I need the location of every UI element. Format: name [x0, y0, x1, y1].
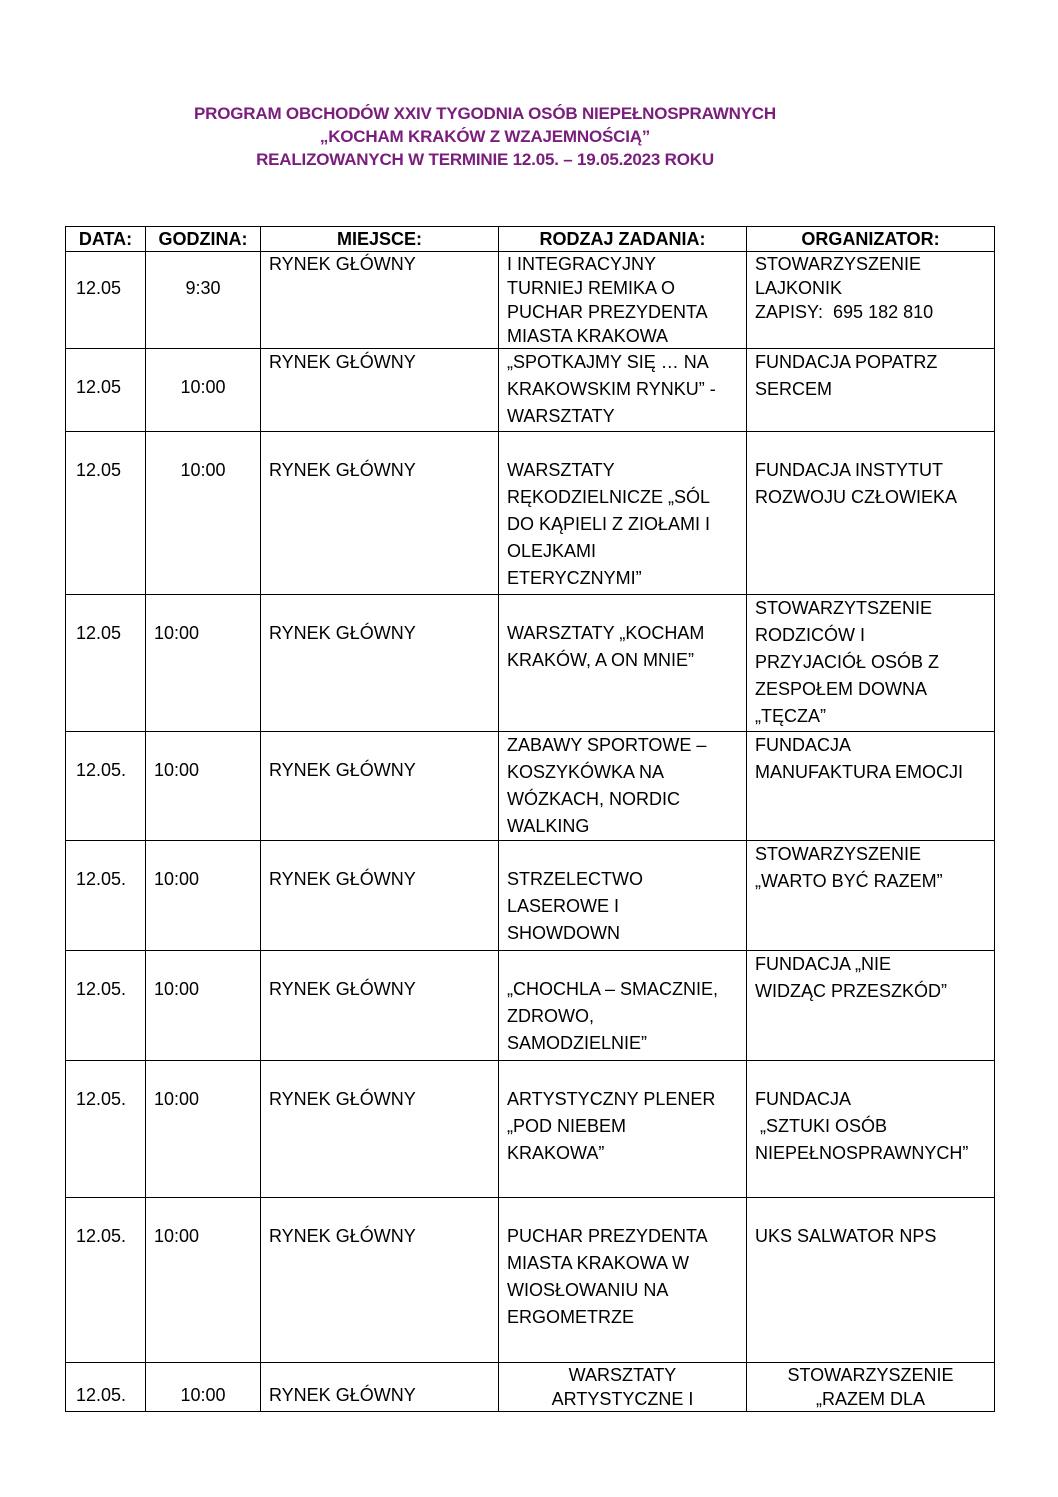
- cell-date-text: 12.05: [76, 623, 122, 643]
- table-row: [66, 1198, 995, 1363]
- table-row: [66, 252, 995, 349]
- cell-organizer-line: FUNDACJA „NIE: [755, 954, 892, 974]
- cell-organizer-line: SERCEM: [755, 379, 833, 399]
- cell-place-text: RYNEK GŁÓWNY: [269, 1226, 416, 1246]
- cell-task-line: WÓZKACH, NORDIC: [507, 789, 680, 809]
- cell-organizer-line: STOWARZYTSZENIE: [755, 598, 933, 618]
- cell-task: [499, 732, 747, 841]
- table-row: [66, 349, 995, 432]
- cell-task-line: DO KĄPIELI Z ZIOŁAMI I: [507, 514, 711, 534]
- cell-organizer: [747, 349, 995, 432]
- table-row: [66, 732, 995, 841]
- cell-date-text: 12.05.: [76, 869, 127, 889]
- cell-task-line: WARSZTATY: [568, 1365, 677, 1385]
- cell-organizer: [747, 432, 995, 595]
- cell-time: [146, 1363, 261, 1412]
- cell-place: [261, 1198, 499, 1363]
- cell-place-text: RYNEK GŁÓWNY: [269, 352, 416, 372]
- cell-task-line: ARTYSTYCZNY PLENER: [507, 1089, 716, 1109]
- cell-place-text: RYNEK GŁÓWNY: [269, 760, 416, 780]
- cell-task-line: LASEROWE I: [507, 896, 620, 916]
- cell-organizer: [747, 1363, 995, 1412]
- cell-task: [499, 252, 747, 349]
- cell-task-line: WALKING: [507, 816, 590, 836]
- cell-task-line: MIASTA KRAKOWA: [507, 326, 669, 346]
- cell-task-line: RĘKODZIELNICZE „SÓL: [507, 487, 711, 507]
- cell-organizer: [747, 841, 995, 951]
- header-task: RODZAJ ZADANIA:: [499, 227, 747, 252]
- cell-organizer-line: FUNDACJA POPATRZ: [755, 352, 938, 372]
- table-row: [66, 841, 995, 951]
- cell-date-text: 12.05.: [76, 1089, 127, 1109]
- cell-task-line: WARSZTATY „KOCHAM: [507, 623, 705, 643]
- cell-date: [66, 349, 146, 432]
- table-row: [66, 595, 995, 732]
- cell-place-text: RYNEK GŁÓWNY: [269, 254, 416, 274]
- cell-place-text: RYNEK GŁÓWNY: [269, 979, 416, 999]
- table-header-row: [66, 227, 995, 252]
- cell-time: [146, 951, 261, 1061]
- cell-date: [66, 252, 146, 349]
- cell-organizer-line: „WARTO BYĆ RAZEM”: [755, 871, 943, 891]
- cell-organizer-line: STOWARZYSZENIE: [755, 254, 922, 274]
- cell-date-text: 12.05: [76, 278, 122, 298]
- cell-date-text: 12.05.: [76, 979, 127, 999]
- cell-place: [261, 1061, 499, 1198]
- cell-time-text: 10:00: [154, 623, 200, 643]
- title-line-2: „KOCHAM KRAKÓW Z WZAJEMNOŚCIĄ”: [319, 127, 651, 146]
- cell-task-line: MIASTA KRAKOWA W: [507, 1253, 690, 1273]
- cell-time-text: 10:00: [154, 760, 200, 780]
- cell-organizer-line: FUNDACJA: [755, 735, 852, 755]
- cell-organizer: [747, 595, 995, 732]
- cell-time-text: 10:00: [180, 1385, 226, 1405]
- cell-task: [499, 1198, 747, 1363]
- cell-task-line: „POD NIEBEM: [507, 1116, 627, 1136]
- cell-date-text: 12.05.: [76, 760, 127, 780]
- cell-task-line: WARSZTATY: [507, 460, 615, 480]
- cell-place: [261, 595, 499, 732]
- cell-time-text: 10:00: [180, 460, 226, 480]
- cell-task-line: KRAKÓW, A ON MNIE”: [507, 650, 695, 670]
- program-table: [65, 226, 995, 1412]
- cell-date: [66, 1198, 146, 1363]
- cell-task-line: PUCHAR PREZYDENTA: [507, 302, 708, 322]
- cell-organizer-line: „RAZEM DLA: [815, 1389, 925, 1409]
- cell-place-text: RYNEK GŁÓWNY: [269, 1089, 416, 1109]
- cell-date: [66, 732, 146, 841]
- cell-organizer: [747, 732, 995, 841]
- cell-time: [146, 732, 261, 841]
- cell-organizer-line: „TĘCZA”: [755, 706, 826, 726]
- cell-time: [146, 1061, 261, 1198]
- cell-organizer-line: UKS SALWATOR NPS: [755, 1226, 937, 1246]
- cell-organizer: [747, 1198, 995, 1363]
- cell-place: [261, 951, 499, 1061]
- cell-time-text: 10:00: [180, 377, 226, 397]
- cell-organizer-line: NIEPEŁNOSPRAWNYCH”: [755, 1143, 969, 1163]
- cell-organizer-line: ZAPISY: 695 182 810: [755, 302, 934, 322]
- cell-organizer-line: PRZYJACIÓŁ OSÓB Z: [755, 652, 940, 672]
- cell-task-line: WIOSŁOWANIU NA: [507, 1280, 669, 1300]
- cell-task-line: WARSZTATY: [507, 406, 615, 426]
- cell-date: [66, 1061, 146, 1198]
- cell-task-line: PUCHAR PREZYDENTA: [507, 1226, 708, 1246]
- cell-time: [146, 1198, 261, 1363]
- cell-place: [261, 732, 499, 841]
- cell-organizer-line: MANUFAKTURA EMOCJI: [755, 762, 964, 782]
- table-row: [66, 951, 995, 1061]
- cell-time-text: 10:00: [154, 1089, 200, 1109]
- cell-task-line: ETERYCZNYMI”: [507, 568, 642, 588]
- cell-task-line: ERGOMETRZE: [507, 1307, 635, 1327]
- cell-organizer: [747, 1061, 995, 1198]
- cell-organizer-line: „SZTUKI OSÓB: [755, 1116, 888, 1136]
- cell-organizer-line: STOWARZYSZENIE: [755, 844, 922, 864]
- cell-time-text: 10:00: [154, 1226, 200, 1246]
- cell-organizer-line: FUNDACJA: [755, 1089, 852, 1109]
- cell-task-line: KRAKOWSKIM RYNKU” -: [507, 379, 716, 399]
- cell-organizer-line: STOWARZYSZENIE: [787, 1365, 954, 1385]
- cell-date-text: 12.05: [76, 460, 122, 480]
- cell-date: [66, 1363, 146, 1412]
- title-line-3: REALIZOWANYCH W TERMINIE 12.05. – 19.05.2023 ROKU: [256, 150, 714, 169]
- cell-time: [146, 841, 261, 951]
- cell-task: [499, 432, 747, 595]
- cell-task-line: SHOWDOWN: [507, 923, 620, 943]
- cell-task-line: ZDROWO,: [507, 1006, 594, 1026]
- table-row: [66, 1061, 995, 1198]
- cell-place-text: RYNEK GŁÓWNY: [269, 1385, 416, 1405]
- cell-date: [66, 951, 146, 1061]
- cell-task-line: SAMODZIELNIE”: [507, 1033, 648, 1053]
- cell-place: [261, 252, 499, 349]
- cell-task-line: ZABAWY SPORTOWE –: [507, 735, 707, 755]
- cell-task-line: STRZELECTWO: [507, 869, 644, 889]
- cell-time-text: 9:30: [185, 278, 221, 298]
- cell-time: [146, 595, 261, 732]
- cell-organizer-line: ROZWOJU CZŁOWIEKA: [755, 487, 957, 507]
- cell-task: [499, 1061, 747, 1198]
- cell-task-line: KOSZYKÓWKA NA: [507, 762, 665, 782]
- cell-task-line: TURNIEJ REMIKA O: [507, 278, 676, 298]
- header-time: GODZINA:: [146, 227, 261, 252]
- cell-place-text: RYNEK GŁÓWNY: [269, 869, 416, 889]
- cell-time: [146, 432, 261, 595]
- title-line-1: PROGRAM OBCHODÓW XXIV TYGODNIA OSÓB NIEPEŁNOSPRAWNYCH: [194, 104, 776, 123]
- cell-date-text: 12.05.: [76, 1226, 127, 1246]
- cell-place: [261, 1363, 499, 1412]
- cell-place: [261, 841, 499, 951]
- cell-task: [499, 595, 747, 732]
- cell-task-line: KRAKOWA”: [507, 1143, 605, 1163]
- cell-organizer-line: WIDZĄC PRZESZKÓD”: [755, 981, 947, 1001]
- cell-task-line: „CHOCHLA – SMACZNIE,: [507, 979, 719, 999]
- cell-organizer: [747, 252, 995, 349]
- cell-time-text: 10:00: [154, 869, 200, 889]
- cell-place-text: RYNEK GŁÓWNY: [269, 460, 416, 480]
- cell-time-text: 10:00: [154, 979, 200, 999]
- header-organizer: ORGANIZATOR:: [747, 227, 995, 252]
- table-row: [66, 1363, 995, 1412]
- cell-task-line: ARTYSTYCZNE I: [551, 1389, 694, 1409]
- cell-task-line: OLEJKAMI: [507, 541, 597, 561]
- cell-time: [146, 349, 261, 432]
- cell-task: [499, 841, 747, 951]
- cell-place: [261, 432, 499, 595]
- cell-date: [66, 432, 146, 595]
- header-place: MIEJSCE:: [261, 227, 499, 252]
- cell-date-text: 12.05: [76, 377, 122, 397]
- table-row: [66, 432, 995, 595]
- cell-date: [66, 595, 146, 732]
- cell-task: [499, 1363, 747, 1412]
- cell-organizer-line: LAJKONIK: [755, 278, 843, 298]
- cell-place-text: RYNEK GŁÓWNY: [269, 623, 416, 643]
- cell-organizer-line: RODZICÓW I: [755, 625, 865, 645]
- cell-organizer-line: FUNDACJA INSTYTUT: [755, 460, 944, 480]
- cell-task-line: „SPOTKAJMY SIĘ … NA: [507, 352, 709, 372]
- cell-task: [499, 951, 747, 1061]
- header-date: DATA:: [66, 227, 146, 252]
- cell-organizer: [747, 951, 995, 1061]
- cell-task: [499, 349, 747, 432]
- cell-date: [66, 841, 146, 951]
- document-title: [60, 102, 910, 171]
- cell-time: [146, 252, 261, 349]
- cell-organizer-line: ZESPOŁEM DOWNA: [755, 679, 928, 699]
- cell-task-line: I INTEGRACYJNY: [507, 254, 657, 274]
- cell-date-text: 12.05.: [76, 1385, 127, 1405]
- cell-place: [261, 349, 499, 432]
